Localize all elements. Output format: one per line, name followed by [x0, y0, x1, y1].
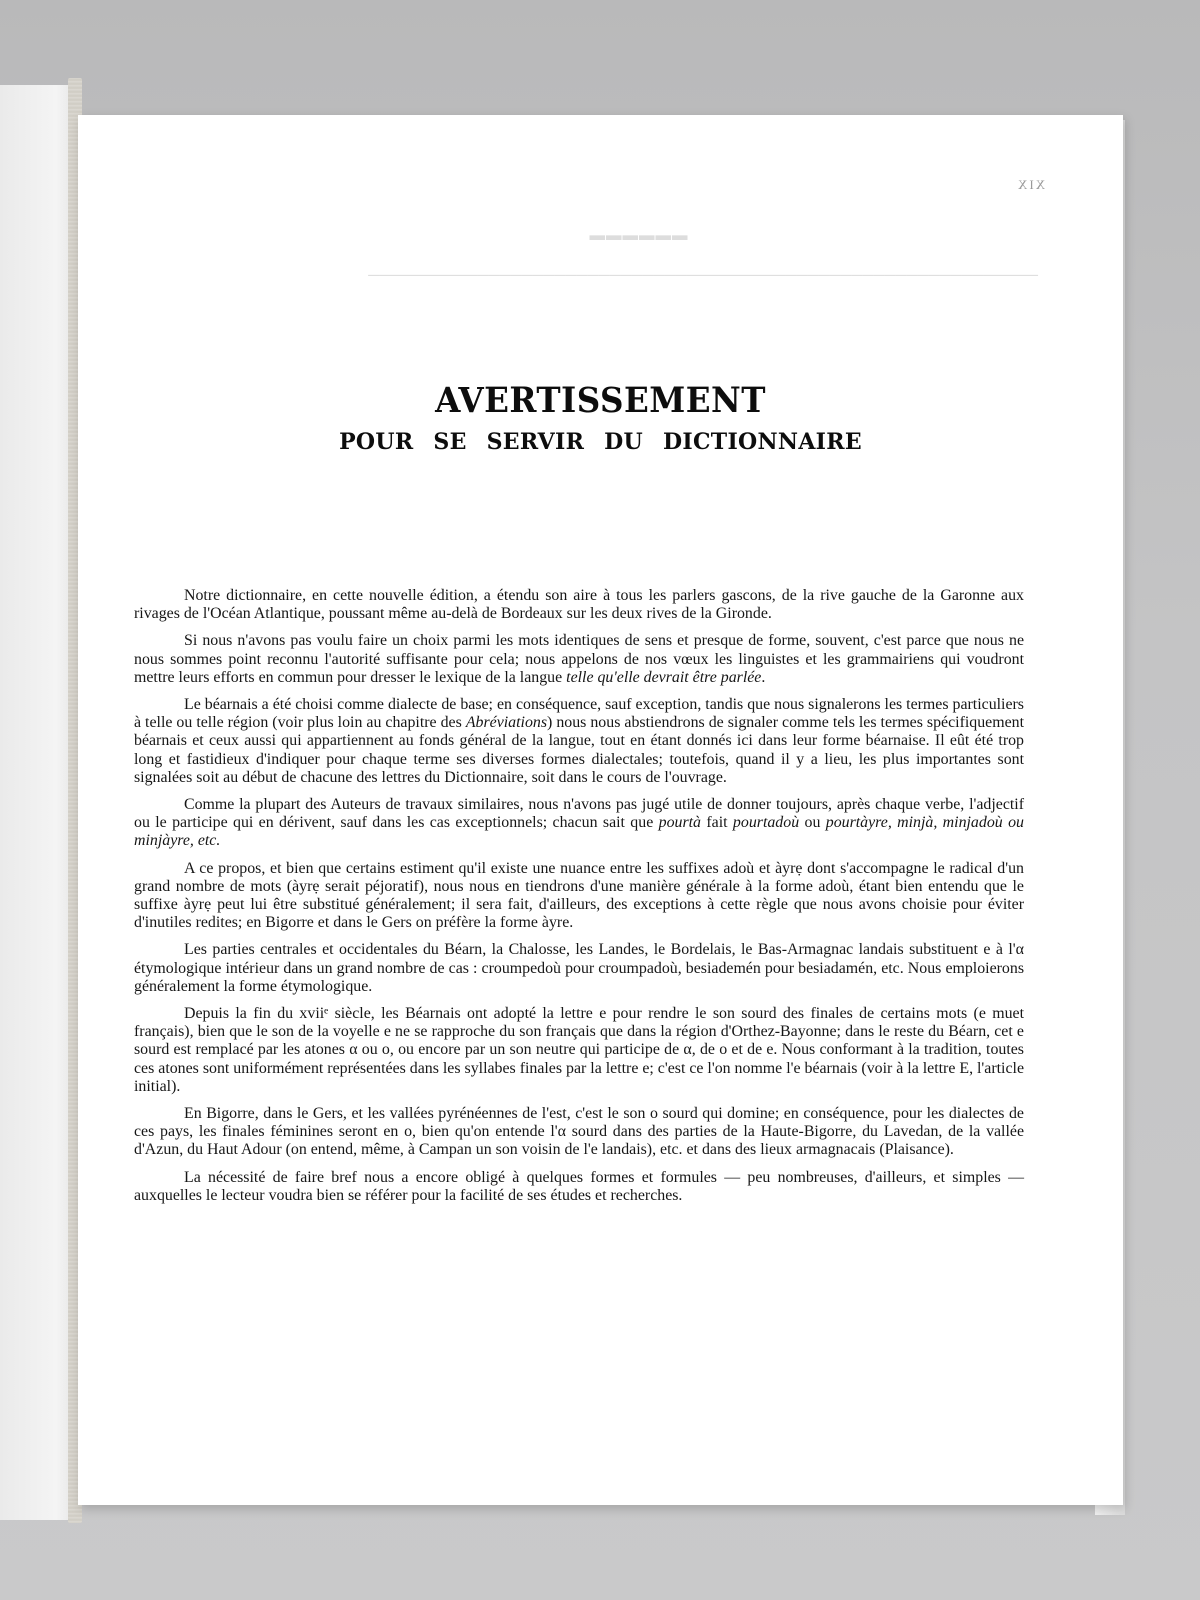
paragraph: Comme la plupart des Auteurs de travaux similaires, nous n'avons pas jugé utile de donner toujours, après chaque verbe, l'adjectif ou le participe qui en dérivent, sauf dans les cas exceptionnels; chacun sait que pourtà fait pourtadoù ou pourtàyre, minjà, minjadoù ou minjàyre, etc.	[134, 796, 1024, 850]
heading-block	[78, 380, 1123, 455]
paragraph: En Bigorre, dans le Gers, et les vallées pyrénéennes de l'est, c'est le son o sourd qui domine; en conséquence, pour les dialectes de ces pays, les finales féminines seront en o, bien qu'on entende l'α sourd dans des parties de la Haute-Bigorre, du Lavedan, de la vallée d'Azun, du Haut Adour (on entend, même, à Campan un son voisin de l'e landais), etc. et dans des lieux armagnacais (Plaisance).	[134, 1105, 1024, 1159]
paragraph: Le béarnais a été choisi comme dialecte de base; en conséquence, sauf exception, tandis que nous signalerons les termes particuliers à telle ou telle région (voir plus loin au chapitre des Abréviations) nous nous abstiendrons de signaler comme tels les termes spécifiquement béarnais et ceux aussi qui appartiennent au fonds général de la langue, tout en étant donnés ici dans leur forme béarnaise. Il eût été trop long et fastidieux d'indiquer pour chaque terme ses diverses formes dialectales; toutefois, quand il y a lieu, les plus importantes sont signalées soit au début de chacune des lettres du Dictionnaire, soit dans le cours de l'ouvrage.	[134, 696, 1024, 786]
page-number: XIX	[1015, 177, 1045, 192]
paragraph: La nécessité de faire bref nous a encore obligé à quelques formes et formules — peu nombreuses, d'ailleurs, et simples — auxquelles le lecteur voudra bien se référer pour la facilité de ses études et recherches.	[134, 1168, 1024, 1204]
paragraph: Si nous n'avons pas voulu faire un choix parmi les mots identiques de sens et presque de forme, souvent, c'est parce que nous ne nous sommes point reconnu l'autorité suffisante pour cela; nous appelons de nos vœux les linguistes et les grammairiens qui voudront mettre leurs efforts en commun pour dresser le lexique de la langue telle qu'elle devrait être parlée.	[134, 632, 1024, 686]
paragraph: Notre dictionnaire, en cette nouvelle édition, a étendu son aire à tous les parlers gascons, de la rive gauche de la Garonne aux rivages de l'Océan Atlantique, poussant même au-delà de Bordeaux sur les deux rives de la Gironde.	[134, 587, 1024, 623]
page-title: AVERTISSEMENT	[435, 380, 766, 421]
document-page	[78, 115, 1123, 1505]
paragraph: Depuis la fin du xviiᵉ siècle, les Béarnais ont adopté la lettre e pour rendre le son sourd des finales de certains mots (e muet français), bien que le son de la voyelle e ne se rapproche du son français que dans la région d'Orthez-Bayonne; dans le reste du Béarn, cet e sourd est remplacé par les atones α ou o, ou encore par un son neutre qui participe de α, de o et de e. Nous conformant à la tradition, toutes ces atones sont uniformément représentées dans les syllabes finales par la lettre e; c'est ce l'on nomme l'e béarnais (voir à la lettre E, l'article initial).	[134, 1005, 1024, 1095]
paragraph: Les parties centrales et occidentales du Béarn, la Chalosse, les Landes, le Bordelais, le Bas-Armagnac landais substituent e à l'α étymologique intérieur dans un grand nombre de cas : croumpedoù pour croumpadoù, besiademén pour besiadamén, etc. Nous emploierons généralement la forme étymologique.	[134, 941, 1024, 995]
page-subtitle: POUR SE SERVIR DU DICTIONNAIRE	[339, 429, 862, 455]
body-text	[134, 587, 1024, 1214]
bleed-through-texture: ▬▬▬▬▬▬ ─────────────────────────────────────────────────────────────	[368, 227, 1038, 284]
paragraph: A ce propos, et bien que certains estiment qu'il existe une nuance entre les suffixes adoù et àyrẹ dont s'accompagne le radical d'un grand nombre de mots (àyrẹ serait péjoratif), nous nous en tiendrons d'une manière générale à la forme adoù, étant bien entendu que le suffixe àyrẹ peut lui être substitué généralement; il sera fait, d'ailleurs, des exceptions à cette règle que nous avons choisie pour éviter d'inutiles redites; en Bigorre et dans le Gers on préfère la forme àyre.	[134, 859, 1024, 932]
